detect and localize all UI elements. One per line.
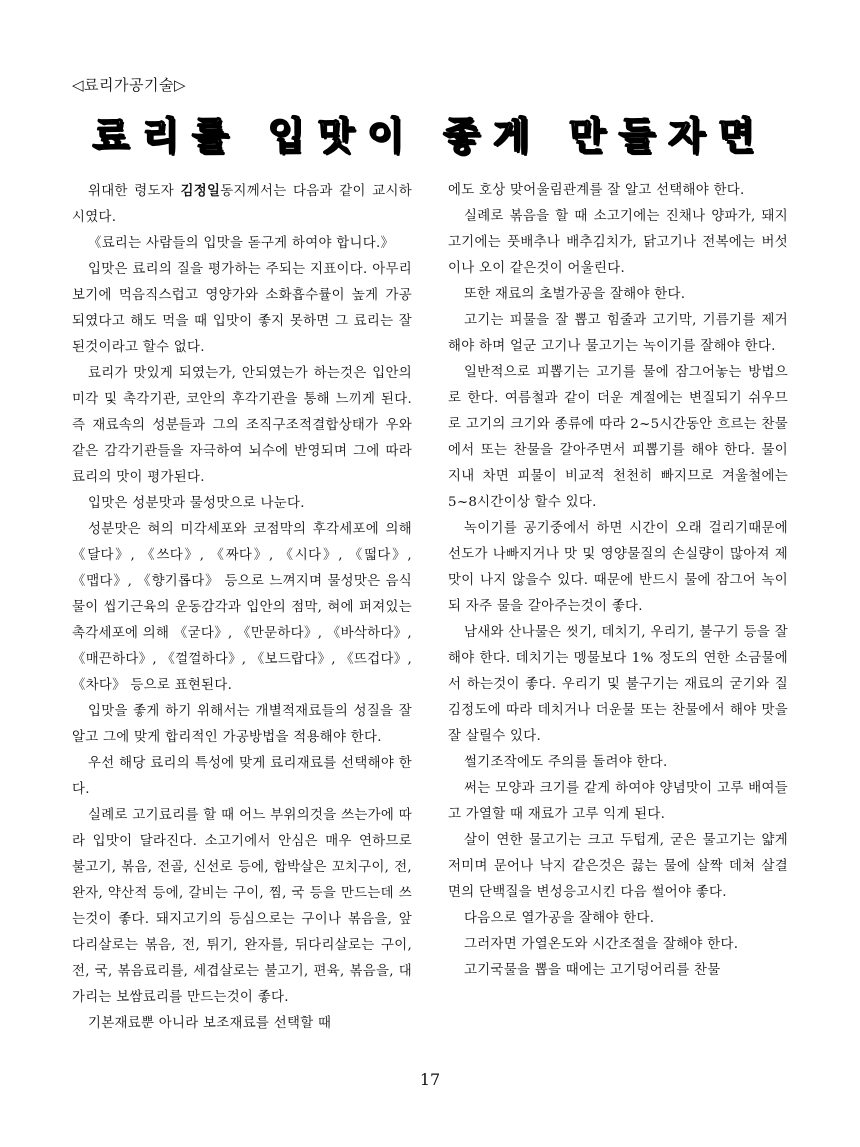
paragraph: 입맛은 료리의 질을 평가하는 주되는 지표이다. 아무리 보기에 먹음직스럽고 영양가와 소화흡수률이 높게 가공되였다고 해도 먹을 때 입맛이 좋지 못하면 그 료리는 잘된것이라고 할수 없다. (72, 262, 412, 355)
article-body (72, 178, 788, 1037)
text-run: 위대한 령도자 (88, 184, 181, 199)
quotation: 《료리는 사람들의 입맛을 돋구게 하여야 합니다.》 (88, 236, 395, 251)
paragraph: 료리가 맛있게 되였는가, 안되였는가 하는것은 입안의 미각 및 촉각기관, 코안의 후각기관을 통해 느끼게 된다. 즉 재료속의 성분들과 그의 조직구조적결합상태가 우와 같은 감각기관들을 자극하여 뇌수에 반영되며 그에 따라 료리의 맛이 평가된다. (72, 366, 412, 485)
paragraph: 입맛을 좋게 하기 위해서는 개별적재료들의 성질을 잘 알고 그에 맞게 합리적인 가공방법을 적용해야 한다. (72, 704, 412, 745)
paragraph: 고기는 피물을 잘 뽑고 힘줄과 고기막, 기름기를 제거해야 하며 얼군 고기나 물고기는 녹이기를 잘해야 한다. (448, 313, 788, 354)
paragraph: 그러자면 가열온도와 시간조절을 잘해야 한다. (464, 937, 739, 952)
paragraph: 실례로 고기료리를 할 때 어느 부위의것을 쓰는가에 따라 입맛이 달라진다. 소고기에서 안심은 매우 연하므로 불고기, 볶음, 전골, 신선로 등에, 합박살은 꼬치구이, 전, 완자, 약산적 등에, 갈비는 구이, 찜, 국 등을 만드는데 쓰는것이 좋다. 돼지고기의 등심으로는 구이나 볶음을, 앞다리살로는 볶음, 전, 튀기, 완자를, 뒤다리살로는 구이, 전, 국, 볶음료리를, 세겹살로는 불고기, 편육, 볶음을, 대가리는 보쌈료리를 만드는것이 좋다. (72, 808, 412, 1005)
leader-name: 김정일 (180, 183, 221, 199)
article-title: 료리를 입맛이 좋게 만들자면 (92, 114, 768, 158)
page-number: 17 (419, 1070, 441, 1089)
paragraph: 실례로 볶음을 할 때 소고기에는 진채나 양파가, 돼지고기에는 풋배추나 배추김치가, 닭고기나 전복에는 버섯이나 오이 같은것이 어울린다. (448, 209, 788, 276)
paragraph: 우선 해당 료리의 특성에 맞게 료리재료를 선택해야 한다. (72, 756, 412, 797)
paragraph: 남새와 산나물은 씻기, 데치기, 우리기, 불구기 등을 잘해야 한다. 데치기는 멩물보다 1% 정도의 연한 소금물에서 하는것이 좋다. 우리기 및 불구기는 재료의 굳기와 질김정도에 따라 데치거나 더운물 또는 찬물에서 해야 맛을 잘 살릴수 있다. (448, 625, 788, 744)
section-rubric: ◁료리가공기술▷ (72, 76, 187, 94)
paragraph: 써는 모양과 크기를 같게 하여야 양념맛이 고루 배여들고 가열할 때 재료가 고루 익게 된다. (448, 781, 788, 822)
left-column (72, 178, 412, 1037)
text-run: 동지께서는 다음과 같이 교시하시였다. (72, 184, 412, 225)
paragraph: 또한 재료의 초벌가공을 잘해야 한다. (464, 287, 686, 302)
paragraph: 입맛은 성분맛과 물성맛으로 나눈다. (88, 496, 305, 511)
paragraph: 다음으로 열가공을 잘해야 한다. (464, 911, 655, 926)
paragraph: 살이 연한 물고기는 크고 두텁게, 굳은 물고기는 얇게 저미며 문어나 낙지 같은것은 끓는 물에 살짝 데쳐 살결면의 단백질을 변성응고시킨 다음 썰어야 좋다. (448, 833, 788, 900)
paragraph-continued: 에도 호상 맞어울림관계를 잘 알고 선택해야 한다. (448, 183, 745, 198)
paragraph: 일반적으로 피뽑기는 고기를 물에 잠그어놓는 방법으로 한다. 여름철과 같이 더운 계절에는 변질되기 쉬우므로 고기의 크기와 종류에 따라 2~5시간동안 흐르는 찬물에서 또는 찬물을 갈아주면서 피뽑기를 해야 한다. 물이 지내 차면 피물이 비교적 천천히 빠지므로 겨울철에는 5~8시간이상 할수 있다. (448, 365, 788, 510)
paragraph: 기본재료뿐 아니라 보조재료를 선택할 때 (88, 1016, 332, 1031)
paragraph (72, 178, 412, 231)
paragraph: 녹이기를 공기중에서 하면 시간이 오래 걸리기때문에 선도가 나빠지거나 맛 및 영양물질의 손실량이 많아져 제맛이 나지 않을수 있다. 때문에 반드시 물에 잠그어 녹이되 자주 물을 갈아주는것이 좋다. (448, 521, 788, 614)
paragraph: 고기국물을 뽑을 때에는 고기덩어리를 찬물 (464, 963, 721, 978)
paragraph: 썰기조작에도 주의를 돌려야 한다. (464, 755, 668, 770)
right-column (448, 178, 788, 1037)
paragraph: 성분맛은 혀의 미각세포와 코점막의 후각세포에 의해 《달다》, 《쓰다》, 《짜다》, 《시다》, 《떫다》, 《맵다》, 《향기롭다》 등으로 느껴지며 물성맛은 음식물이 씹기근육의 운동감각과 입안의 점막, 혀에 퍼져있는 촉각세포에 의해 《굳다》, 《만문하다》, 《바삭하다》, 《매끈하다》, 《껄껄하다》, 《보드랍다》, 《뜨겁다》, 《차다》 등으로 표현된다. (72, 522, 412, 693)
